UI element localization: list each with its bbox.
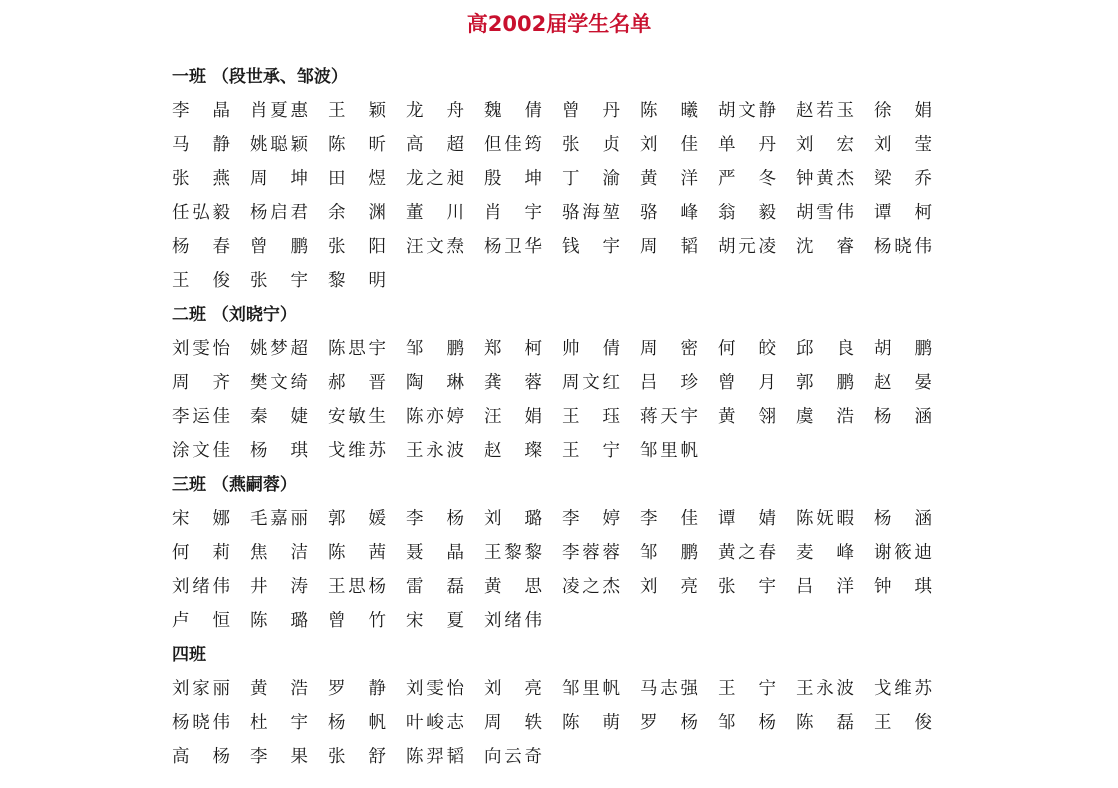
student-name: 帅 倩: [562, 339, 620, 359]
student-name: 罗 静: [328, 679, 386, 699]
student-name: 黄 洋: [640, 169, 698, 189]
student-name: 刘 家 丽: [172, 679, 230, 699]
student-name: 谭 婧: [718, 509, 776, 529]
student-name: 陈 亦 婷: [406, 407, 464, 427]
student-name: 张 宇: [250, 271, 308, 291]
student-name: 宋 夏: [406, 611, 464, 631]
student-name: 龙 之 昶: [406, 169, 464, 189]
student-name: 龚 蓉: [484, 373, 542, 393]
student-name: 郑 柯: [484, 339, 542, 359]
student-name: 肖 夏 惠: [250, 101, 308, 121]
student-name: 杨 晓 伟: [172, 713, 230, 733]
student-name: 翁 毅: [718, 203, 776, 223]
student-name: 王 黎 黎: [484, 543, 542, 563]
student-name-list: [172, 332, 952, 468]
student-name: 邹 里 帆: [640, 441, 698, 461]
class-heading: 二班 （刘晓宁）: [172, 305, 297, 325]
student-name: 谢 筱 迪: [874, 543, 932, 563]
student-name: 单 丹: [718, 135, 776, 155]
student-name: 聂 晶: [406, 543, 464, 563]
student-name: 丁 渝: [562, 169, 620, 189]
student-name: 陈 曦: [640, 101, 698, 121]
student-name: 任 弘 毅: [172, 203, 230, 223]
class-section: [172, 468, 952, 638]
student-name: 李 杨: [406, 509, 464, 529]
student-name: 邹 里 帆: [562, 679, 620, 699]
student-name: 凌 之 杰: [562, 577, 620, 597]
student-name: 秦 婕: [250, 407, 308, 427]
class-heading: 三班 （燕嗣蓉）: [172, 475, 297, 495]
student-name-list: [172, 502, 952, 638]
student-name: 刘 佳: [640, 135, 698, 155]
student-name: 余 渊: [328, 203, 386, 223]
student-name: 高 杨: [172, 747, 230, 767]
student-name: 陶 琳: [406, 373, 464, 393]
student-name: 赵 晏: [874, 373, 932, 393]
student-name: 陈 璐: [250, 611, 308, 631]
student-name: 戈 维 苏: [874, 679, 932, 699]
student-name: 骆 海 堃: [562, 203, 620, 223]
student-name: 汪 文 焘: [406, 237, 464, 257]
student-name: 严 冬: [718, 169, 776, 189]
student-name: 黎 明: [328, 271, 386, 291]
student-name: 樊 文 绮: [250, 373, 308, 393]
student-name: 陈 茜: [328, 543, 386, 563]
student-name: 陈 萌: [562, 713, 620, 733]
student-name: 周 齐: [172, 373, 230, 393]
student-name: 李 婷: [562, 509, 620, 529]
student-name: 杨 春: [172, 237, 230, 257]
student-name: 沈 睿: [796, 237, 854, 257]
student-name: 吕 珍: [640, 373, 698, 393]
student-name: 钟 琪: [874, 577, 932, 597]
student-name: 宋 娜: [172, 509, 230, 529]
student-name: 周 文 红: [562, 373, 620, 393]
student-name: 杨 涵: [874, 509, 932, 529]
student-name: 蒋 天 宇: [640, 407, 698, 427]
class-heading: 四班: [172, 645, 206, 665]
student-name: 徐 娟: [874, 101, 932, 121]
student-name: 郭 媛: [328, 509, 386, 529]
student-name: 陈 思 宇: [328, 339, 386, 359]
student-name: 周 韬: [640, 237, 698, 257]
student-name: 刘 雯 怡: [406, 679, 464, 699]
student-name: 陈 羿 韬: [406, 747, 464, 767]
class-roster: [172, 60, 952, 774]
student-name: 李 果: [250, 747, 308, 767]
student-name: 李 晶: [172, 101, 230, 121]
student-name: 杨 琪: [250, 441, 308, 461]
student-name: 杜 宇: [250, 713, 308, 733]
student-name: 毛 嘉 丽: [250, 509, 308, 529]
student-name: 陈 昕: [328, 135, 386, 155]
student-name: 刘 绪 伟: [172, 577, 230, 597]
student-name: 王 永 波: [406, 441, 464, 461]
student-name: 邹 鹏: [406, 339, 464, 359]
student-name: 向 云 奇: [484, 747, 542, 767]
student-name: 安 敏 生: [328, 407, 386, 427]
student-name: 梁 乔: [874, 169, 932, 189]
student-name: 杨 帆: [328, 713, 386, 733]
student-name: 赵 若 玉: [796, 101, 854, 121]
student-name: 田 煜: [328, 169, 386, 189]
student-name: 郭 鹏: [796, 373, 854, 393]
student-name: 胡 文 静: [718, 101, 776, 121]
student-name: 井 涛: [250, 577, 308, 597]
student-name: 陈 妩 暇: [796, 509, 854, 529]
student-name: 张 贞: [562, 135, 620, 155]
student-name: 周 密: [640, 339, 698, 359]
student-name: 黄 浩: [250, 679, 308, 699]
student-name-list: [172, 672, 952, 774]
student-name: 刘 莹: [874, 135, 932, 155]
student-name: 邹 杨: [718, 713, 776, 733]
student-name: 杨 卫 华: [484, 237, 542, 257]
student-name: 马 静: [172, 135, 230, 155]
student-name: 虞 浩: [796, 407, 854, 427]
student-name: 黄 之 春: [718, 543, 776, 563]
student-name-list: [172, 94, 952, 298]
student-name: 周 轶: [484, 713, 542, 733]
student-name: 张 舒: [328, 747, 386, 767]
student-name: 李 蓉 蓉: [562, 543, 620, 563]
student-name: 王 颖: [328, 101, 386, 121]
student-name: 李 佳: [640, 509, 698, 529]
student-name: 戈 维 苏: [328, 441, 386, 461]
student-name: 高 超: [406, 135, 464, 155]
student-name: 吕 洋: [796, 577, 854, 597]
student-name: 胡 鹏: [874, 339, 932, 359]
student-name: 李 运 佳: [172, 407, 230, 427]
student-name: 黄 翎: [718, 407, 776, 427]
student-name: 张 宇: [718, 577, 776, 597]
student-name: 杨 启 君: [250, 203, 308, 223]
student-name: 刘 璐: [484, 509, 542, 529]
student-name: 郝 晋: [328, 373, 386, 393]
student-name: 叶 峻 志: [406, 713, 464, 733]
student-name: 何 皎: [718, 339, 776, 359]
student-name: 焦 洁: [250, 543, 308, 563]
student-name: 姚 聪 颖: [250, 135, 308, 155]
student-name: 曾 丹: [562, 101, 620, 121]
class-section: [172, 638, 952, 774]
student-name: 张 阳: [328, 237, 386, 257]
student-name: 王 俊: [172, 271, 230, 291]
student-name: 刘 亮: [484, 679, 542, 699]
student-name: 麦 峰: [796, 543, 854, 563]
student-name: 汪 娟: [484, 407, 542, 427]
student-name: 雷 磊: [406, 577, 464, 597]
student-name: 黄 思: [484, 577, 542, 597]
student-name: 王 永 波: [796, 679, 854, 699]
student-name: 曾 鹏: [250, 237, 308, 257]
student-name: 曾 月: [718, 373, 776, 393]
student-name: 胡 元 凌: [718, 237, 776, 257]
student-name: 王 宁: [718, 679, 776, 699]
class-heading: 一班 （段世承、邹波）: [172, 67, 348, 87]
student-name: 杨 涵: [874, 407, 932, 427]
page-title: 高2002届学生名单: [466, 12, 652, 36]
student-name: 刘 宏: [796, 135, 854, 155]
student-name: 陈 磊: [796, 713, 854, 733]
student-name: 魏 倩: [484, 101, 542, 121]
student-name: 赵 璨: [484, 441, 542, 461]
student-name: 骆 峰: [640, 203, 698, 223]
student-name: 刘 绪 伟: [484, 611, 542, 631]
student-name: 但 佳 筠: [484, 135, 542, 155]
student-name: 邱 良: [796, 339, 854, 359]
student-name: 谭 柯: [874, 203, 932, 223]
student-name: 何 莉: [172, 543, 230, 563]
student-name: 涂 文 佳: [172, 441, 230, 461]
student-name: 姚 梦 超: [250, 339, 308, 359]
student-name: 周 坤: [250, 169, 308, 189]
student-name: 卢 恒: [172, 611, 230, 631]
student-name: 刘 雯 怡: [172, 339, 230, 359]
student-name: 龙 舟: [406, 101, 464, 121]
student-name: 王 宁: [562, 441, 620, 461]
student-name: 王 珏: [562, 407, 620, 427]
student-name: 王 思 杨: [328, 577, 386, 597]
student-name: 董 川: [406, 203, 464, 223]
student-name: 钟 黄 杰: [796, 169, 854, 189]
student-name: 马 志 强: [640, 679, 698, 699]
class-section: [172, 60, 952, 298]
student-name: 肖 宇: [484, 203, 542, 223]
student-name: 刘 亮: [640, 577, 698, 597]
student-name: 殷 坤: [484, 169, 542, 189]
student-name: 杨 晓 伟: [874, 237, 932, 257]
student-name: 罗 杨: [640, 713, 698, 733]
student-name: 王 俊: [874, 713, 932, 733]
student-name: 曾 竹: [328, 611, 386, 631]
student-name: 钱 宇: [562, 237, 620, 257]
class-section: [172, 298, 952, 468]
student-name: 张 燕: [172, 169, 230, 189]
student-name: 邹 鹏: [640, 543, 698, 563]
student-name: 胡 雪 伟: [796, 203, 854, 223]
